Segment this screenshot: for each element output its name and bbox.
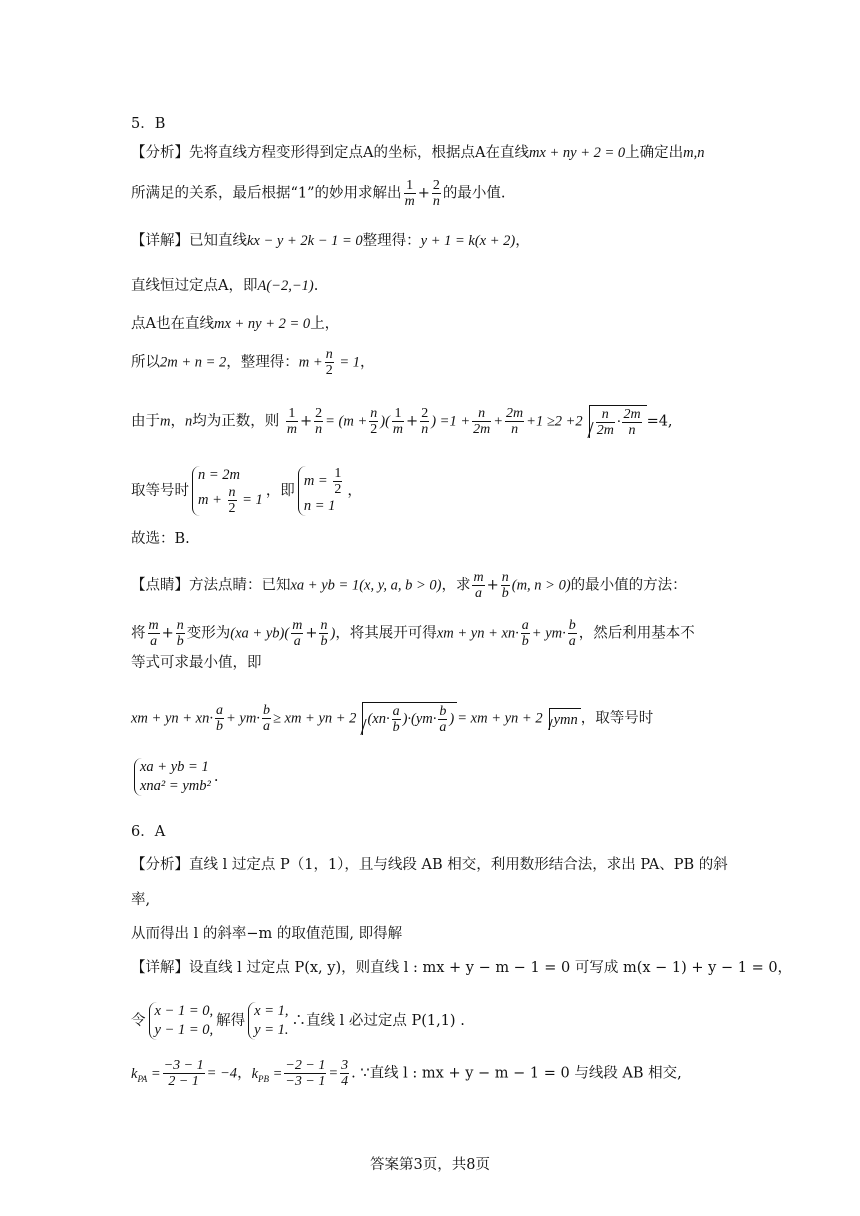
detail-label: 【详解】 (131, 960, 189, 976)
q6-answer: 6．A (131, 824, 166, 840)
q6-analysis-line1: 【分析】直线 l 过定点 P（1，1），且与线段 AB 相交，利用数形结合法，求出 PA、PB 的斜 (131, 857, 728, 873)
q5-tip-line4: xm + yn + xn· $\frac{a}{b}$ + ym· $\frac{b}{a}$ ≥ xm + yn + 2 (xn· $\frac{a}{b}$ )·(ym· $\frac{b}{a}$ ) = xm + yn + 2 ymn ，取等号时 (131, 703, 654, 735)
analysis-label: 【分析】 (131, 145, 189, 161)
q6-analysis-line3: 从而得出 l 的斜率−m 的取值范围, 即得解 (131, 926, 403, 942)
q5-tip-line1: 【点睛】方法点睛：已知xa + yb = 1(x, y, a, b > 0)，求 $\frac{m}{a}$ + $\frac{n}{b}$ (m, n > 0)的最小值的方法： (131, 570, 687, 601)
q5-detail-line1: 【详解】已知直线kx − y + 2k − 1 = 0整理得：y + 1 = k(x + 2)， (131, 233, 530, 249)
q6-detail-line1: 【详解】设直线 l 过定点 P(x, y)，则直线 l : mx + y − m − 1 = 0 可写成 m(x − 1) + y − 1 = 0， (131, 960, 793, 976)
tip-label: 【点睛】 (131, 577, 189, 594)
q5-conclusion: 故选：B. (131, 531, 190, 547)
q6-analysis-line2: 率, (131, 892, 151, 908)
q5-relation-line: 所以2m + n = 2，整理得：m + $\frac{n}{2}$ = 1， (131, 347, 375, 378)
page-footer: 答案第3页，共8页 (370, 1157, 490, 1173)
q5-answer: 5．B (131, 116, 166, 132)
q5-inequality-line: 由于m，n均为正数，则 $\frac{1}{m}$ + $\frac{2}{n}$ = (m + $\frac{n}{2}$ )( $\frac{1}{m}$ + $\frac{2}{n}$ ) =1 + $\frac{n}{2m}$ + $\frac{2m}{n}$ +1 ≥2 +2 $\frac{n}{2m}$ · $\frac{2m}{n}$ =4, (131, 406, 673, 438)
equality-system: n = 2m m + $\frac{n}{2}$ = 1 (192, 466, 263, 516)
q5-tip-line2: 将 $\frac{m}{a}$ + $\frac{n}{b}$ 变形为(xa + yb)( $\frac{m}{a}$ + $\frac{n}{b}$ )，将其展开可得xm + yn + xn· $\frac{a}{b}$ + ym· $\frac{b}{a}$ ，然后利用基本不 (131, 618, 695, 649)
solution-system: m = $\frac{1}{2}$ n = 1 (298, 466, 345, 516)
detail-label: 【详解】 (131, 233, 189, 249)
q5-analysis-line2: 所满足的关系，最后根据“1”的妙用求解出 $\frac{1}{m}$ + $\frac{2}{n}$ 的最小值. (131, 178, 506, 209)
q5-equality-line: 取等号时 n = 2m m + $\frac{n}{2}$ = 1 ，即 m = $\frac{1}{2}$ n = 1 ， (131, 466, 362, 516)
q5-tip-system: xa + yb = 1 xna² = ymb² . (131, 758, 218, 796)
analysis-label: 【分析】 (131, 857, 189, 873)
q5-analysis-line1: 【分析】先将直线方程变形得到定点A的坐标，根据点A在直线mx + ny + 2 = 0上确定出m,n (131, 145, 705, 161)
q5-tip-line3: 等式可求最小值，即 (131, 655, 262, 671)
q6-let-line: 令 x − 1 = 0, y − 1 = 0, 解得 x = 1, y = 1. ∴直线 l 必过定点 P(1,1) . (131, 1003, 465, 1038)
q5-point-on-line: 点A也在直线mx + ny + 2 = 0上， (131, 316, 340, 332)
q6-slope-line: $k_{PA}$ = $\frac{-3 - 1}{2 - 1}$ = −4，$k_{PB}$ = $\frac{-2 - 1}{-3 - 1}$ = $\frac{3}{4}$ . ∵直线 l : mx + y − m − 1 = 0 与线段 AB 相交, (131, 1058, 682, 1089)
q5-fixed-point-line: 直线恒过定点A，即A(−2,−1). (131, 278, 319, 294)
